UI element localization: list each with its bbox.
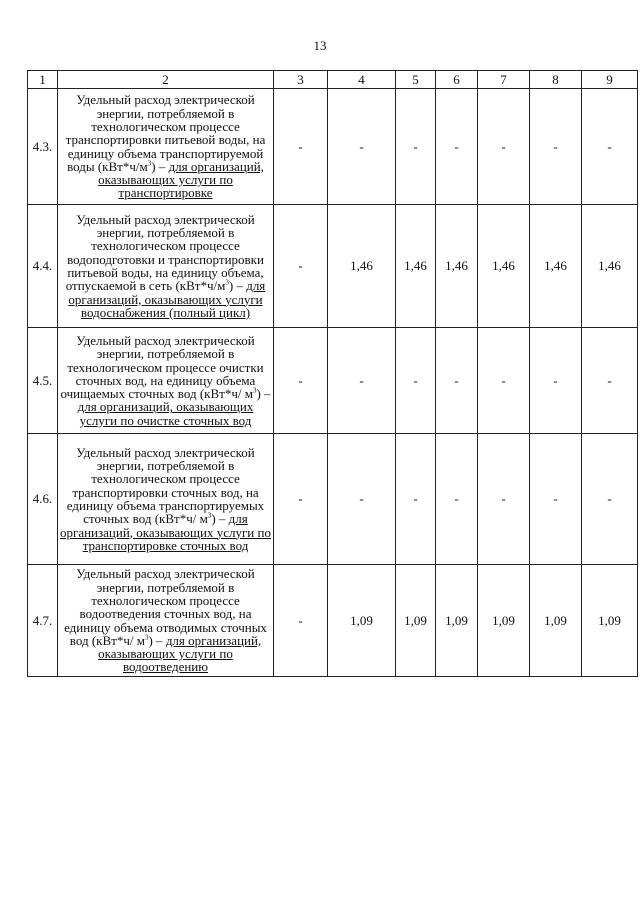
row-number: 4.4. (28, 205, 58, 328)
value-cell: 1,09 (396, 565, 436, 677)
description-text: ) – (148, 632, 166, 648)
value-cell: - (530, 89, 582, 205)
description-text: Удельный расход электрической энергии, потребляемой в технологическом процессе очистки сточных вод, на единицу объема очищаемых сточных вод (кВт*ч/ м (60, 332, 264, 402)
value-cell: - (274, 434, 328, 565)
table-row (28, 205, 638, 328)
value-cell: - (582, 434, 638, 565)
value-cell: 1,46 (582, 205, 638, 328)
row-number: 4.5. (28, 328, 58, 434)
column-header: 6 (436, 71, 478, 89)
row-description (58, 434, 274, 565)
superscript: 3 (144, 633, 149, 642)
value-cell: - (436, 434, 478, 565)
value-cell: - (396, 89, 436, 205)
value-cell: - (328, 328, 396, 434)
row-number: 4.7. (28, 565, 58, 677)
column-header: 1 (28, 71, 58, 89)
value-cell: 1,46 (396, 205, 436, 328)
value-cell: 1,46 (478, 205, 530, 328)
description-underlined-text: для организаций, оказывающих услуги водоснабжения (полный цикл) (68, 278, 266, 320)
table-row (28, 89, 638, 205)
description-text: Удельный расход электрической энергии, потребляемой в технологическом процессе водоподготовки и транспортировки питьевой воды, на единицу объема, отпускаемой в сеть (кВт*ч/м (65, 211, 264, 294)
description-text: ) – (211, 511, 229, 527)
description-text: ) – (151, 158, 169, 174)
value-cell: - (478, 328, 530, 434)
description-text: Удельный расход электрической энергии, потребляемой в технологическом процессе транспортировки питьевой воды, на единицу объема транспортируемой воды (кВт*ч/м (65, 92, 266, 174)
value-cell: - (274, 205, 328, 328)
description-text: Удельный расход электрической энергии, потребляемой в технологическом процессе транспортировки сточных вод, на единицу объема транспортируемых сточных вод (кВт*ч/ м (66, 444, 265, 527)
value-cell: 1,09 (582, 565, 638, 677)
value-cell: 1,46 (328, 205, 396, 328)
value-cell: - (582, 89, 638, 205)
value-cell: 1,46 (530, 205, 582, 328)
description-underlined-text: для организаций, оказывающих услуги по транспортировке (98, 158, 264, 201)
column-header: 5 (396, 71, 436, 89)
superscript: 3 (225, 278, 229, 287)
column-header: 3 (274, 71, 328, 89)
value-cell: - (478, 89, 530, 205)
value-cell: 1,46 (436, 205, 478, 328)
value-cell: - (478, 434, 530, 565)
value-cell: - (530, 328, 582, 434)
row-description (58, 205, 274, 328)
superscript: 3 (207, 511, 212, 520)
description-text: Удельный расход электрической энергии, потребляемой в технологическом процессе водоотведения сточных вод, на единицу объема отводимых сточных вод (кВт*ч/ м (64, 566, 267, 648)
column-number-row (28, 71, 638, 89)
data-table (27, 70, 638, 677)
column-header: 2 (58, 71, 274, 89)
superscript: 3 (147, 159, 152, 168)
value-cell: - (328, 434, 396, 565)
value-cell: - (436, 328, 478, 434)
value-cell: - (396, 328, 436, 434)
table-row (28, 328, 638, 434)
description-text: ) – (256, 386, 271, 402)
value-cell: - (582, 328, 638, 434)
description-underlined-text: для организаций, оказывающих услуги по очистке сточных вод (77, 399, 254, 428)
column-header: 8 (530, 71, 582, 89)
value-cell: - (274, 328, 328, 434)
row-description (58, 89, 274, 205)
page-number: 13 (313, 38, 327, 53)
value-cell: - (328, 89, 396, 205)
value-cell: - (274, 565, 328, 677)
row-number: 4.6. (28, 434, 58, 565)
column-header: 7 (478, 71, 530, 89)
description-text: ) – (228, 278, 247, 294)
description-underlined-text: для организаций, оказывающих услуги по транспортировке сточных вод (60, 511, 271, 553)
value-cell: 1,09 (478, 565, 530, 677)
value-cell: - (274, 89, 328, 205)
value-cell: - (396, 434, 436, 565)
table-row (28, 565, 638, 677)
column-header: 4 (328, 71, 396, 89)
row-description (58, 565, 274, 677)
value-cell: 1,09 (328, 565, 396, 677)
table-row (28, 434, 638, 565)
value-cell: 1,09 (530, 565, 582, 677)
row-number: 4.3. (28, 89, 58, 205)
row-description (58, 328, 274, 434)
value-cell: - (436, 89, 478, 205)
superscript: 3 (252, 386, 257, 395)
value-cell: - (530, 434, 582, 565)
value-cell: 1,09 (436, 565, 478, 677)
description-underlined-text: для организаций, оказывающих услуги по водоотведению (98, 632, 262, 675)
column-header: 9 (582, 71, 638, 89)
